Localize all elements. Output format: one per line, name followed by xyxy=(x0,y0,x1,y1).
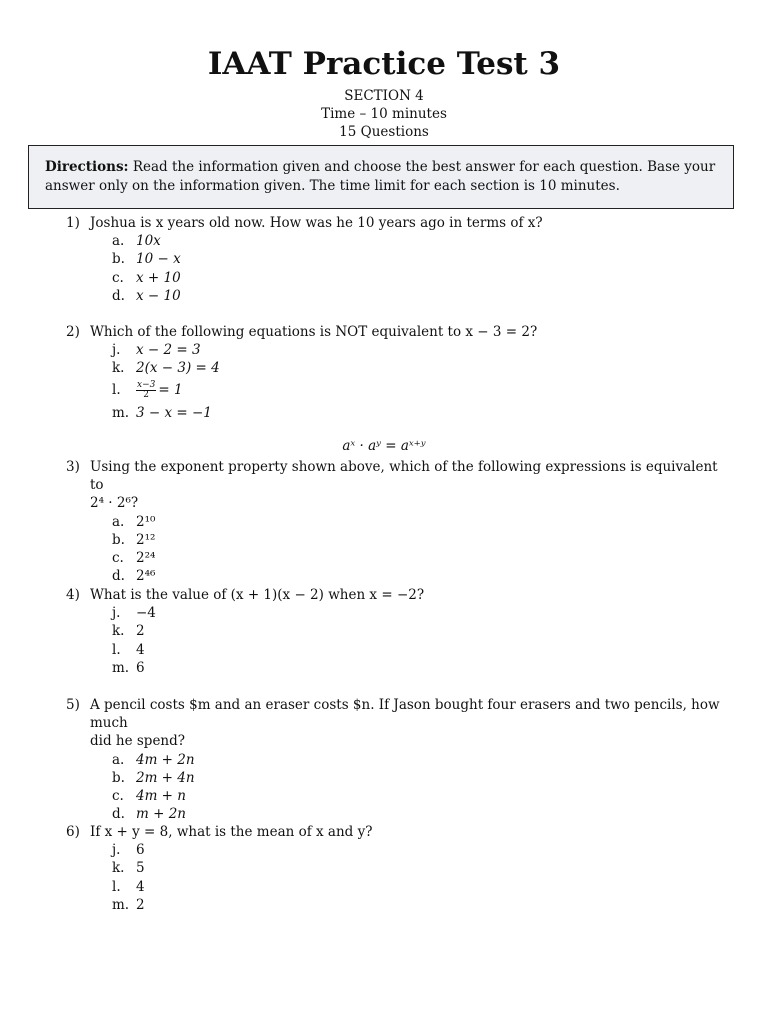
time-label: Time – 10 minutes xyxy=(321,106,447,122)
question-number: 1) xyxy=(66,215,80,231)
directions-label: Directions: xyxy=(45,159,129,175)
option-letter: l. xyxy=(112,878,121,895)
question-number: 5) xyxy=(66,697,80,713)
option[interactable] xyxy=(112,641,726,659)
option[interactable] xyxy=(112,341,726,359)
options xyxy=(112,751,726,824)
option-text: 2m + 4n xyxy=(136,769,195,786)
option-letter: a. xyxy=(112,513,125,530)
option[interactable] xyxy=(112,404,726,422)
option-text: 4 xyxy=(136,878,145,895)
question-6 xyxy=(66,823,726,914)
option-text: 4m + 2n xyxy=(136,751,195,768)
option-letter: a. xyxy=(112,233,125,250)
option[interactable] xyxy=(112,622,726,640)
option-letter: j. xyxy=(112,842,121,859)
option[interactable] xyxy=(112,841,726,859)
question-3 xyxy=(66,458,726,585)
option-letter: l. xyxy=(112,641,121,658)
option-text: 2⁴⁶ xyxy=(136,568,156,585)
option[interactable] xyxy=(112,531,726,549)
option-letter: k. xyxy=(112,623,125,640)
option[interactable] xyxy=(112,787,726,805)
option-letter: b. xyxy=(112,769,125,786)
option-letter: k. xyxy=(112,360,125,377)
option-letter: m. xyxy=(112,896,130,913)
option-letter: j. xyxy=(112,342,121,359)
option-text: 6 xyxy=(136,659,145,676)
option-text: 2¹⁰ xyxy=(136,513,156,530)
option-text: 10x xyxy=(136,233,161,250)
question-text: Which of the following equations is NOT equivalent to x − 3 = 2? xyxy=(90,324,538,340)
option-letter: c. xyxy=(112,269,124,286)
option[interactable] xyxy=(112,287,726,305)
option[interactable] xyxy=(112,549,726,567)
option[interactable] xyxy=(112,513,726,531)
option-text: 2¹² xyxy=(136,531,156,548)
question-1 xyxy=(66,214,726,305)
option-text: = 1 xyxy=(158,382,183,399)
fraction-denominator: 2 xyxy=(143,390,150,401)
option[interactable] xyxy=(112,659,726,677)
question-number: 4) xyxy=(66,587,80,603)
option-letter: b. xyxy=(112,251,125,268)
fraction-numerator: x−3 xyxy=(137,380,156,391)
question-text: If x + y = 8, what is the mean of x and y? xyxy=(90,824,373,840)
options xyxy=(112,841,726,914)
option-letter: m. xyxy=(112,659,130,676)
option-text: 4 xyxy=(136,641,145,658)
option[interactable] xyxy=(112,896,726,914)
option-text: 10 − x xyxy=(136,251,181,268)
option-letter: a. xyxy=(112,751,125,768)
option[interactable] xyxy=(112,567,726,585)
option[interactable] xyxy=(112,878,726,896)
option-letter: l. xyxy=(112,382,121,399)
option[interactable] xyxy=(112,751,726,769)
option-letter: j. xyxy=(112,605,121,622)
option-text: 2 xyxy=(136,623,145,640)
option-letter: b. xyxy=(112,531,125,548)
option[interactable] xyxy=(112,378,726,404)
question-text: Joshua is x years old now. How was he 10 years ago in terms of x? xyxy=(90,215,543,231)
question-2 xyxy=(66,323,726,422)
page-title: IAAT Practice Test 3 xyxy=(207,46,561,82)
question-text: A pencil costs $m and an eraser costs $n. If Jason bought four erasers and two pencils, how much xyxy=(90,697,720,732)
option[interactable] xyxy=(112,359,726,377)
options xyxy=(112,341,726,422)
option[interactable] xyxy=(112,604,726,622)
directions-text: Read the information given and choose the best answer for each question. Base your answer only on the information given. The time limit for each section is 10 minutes. xyxy=(45,159,716,194)
option-text: x − 10 xyxy=(136,287,181,304)
option-text: 2 xyxy=(136,896,145,913)
option-text: x + 10 xyxy=(136,269,181,286)
option-letter: c. xyxy=(112,787,124,804)
options xyxy=(112,513,726,586)
option-text: x − 2 = 3 xyxy=(136,342,201,359)
option-letter: d. xyxy=(112,568,125,585)
option-text: 3 − x = −1 xyxy=(136,404,212,421)
option-letter: m. xyxy=(112,404,130,421)
question-number: 6) xyxy=(66,824,80,840)
options xyxy=(112,604,726,677)
option-text: 2²⁴ xyxy=(136,549,156,566)
question-text: Using the exponent property shown above, which of the following expressions is equivalent to xyxy=(90,459,718,494)
question-text-line2: did he spend? xyxy=(90,733,186,750)
option[interactable] xyxy=(112,805,726,823)
option-text: 2(x − 3) = 4 xyxy=(136,360,220,377)
exponent-formula: aˣ · aʸ = aˣ⁺ʸ xyxy=(342,438,426,454)
option[interactable] xyxy=(112,859,726,877)
section-label: SECTION 4 xyxy=(344,88,424,104)
option-text: 5 xyxy=(136,860,145,877)
option[interactable] xyxy=(112,250,726,268)
question-5 xyxy=(66,696,726,823)
fraction xyxy=(136,381,156,400)
option-letter: d. xyxy=(112,806,125,823)
option-text: −4 xyxy=(136,605,156,622)
options xyxy=(112,232,726,305)
option-letter: d. xyxy=(112,287,125,304)
question-count: 15 Questions xyxy=(339,124,429,140)
option-text: 6 xyxy=(136,842,145,859)
option[interactable] xyxy=(112,232,726,250)
question-number: 3) xyxy=(66,459,80,475)
option-text: 4m + n xyxy=(136,787,186,804)
question-text: What is the value of (x + 1)(x − 2) when x = −2? xyxy=(90,587,425,603)
question-text-line2: 2⁴ · 2⁶? xyxy=(90,495,139,512)
directions-box xyxy=(28,145,734,209)
option[interactable] xyxy=(112,769,726,787)
option[interactable] xyxy=(112,269,726,287)
question-4 xyxy=(66,586,726,677)
option-text: m + 2n xyxy=(136,806,186,823)
option-letter: c. xyxy=(112,549,124,566)
option-letter: k. xyxy=(112,860,125,877)
question-number: 2) xyxy=(66,324,80,340)
